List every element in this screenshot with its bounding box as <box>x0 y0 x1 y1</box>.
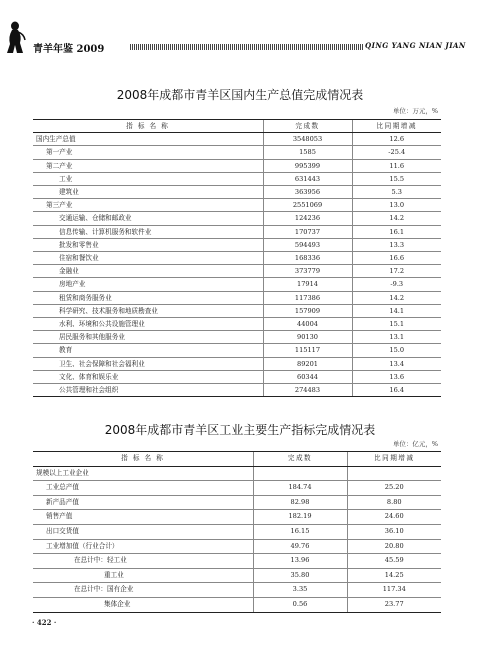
page-number: · 422 · <box>32 618 57 627</box>
row-change: 13.3 <box>352 238 441 251</box>
row-name: 科学研究、技术服务和地质勘查业 <box>33 304 263 317</box>
row-value: 0.56 <box>253 597 347 612</box>
row-change: -25.4 <box>352 146 441 159</box>
row-change: 11.6 <box>352 159 441 172</box>
row-name: 房地产业 <box>33 278 263 291</box>
row-name: 信息传输、计算机服务和软件业 <box>33 225 263 238</box>
row-value: 89201 <box>263 357 352 370</box>
column-header-value: 完成数 <box>253 452 347 467</box>
table1-unit: 单位：万元，% <box>392 107 438 115</box>
table-header-row <box>33 120 441 133</box>
table-row <box>33 278 441 291</box>
table-row <box>33 568 441 583</box>
row-name: 工业增加值（行业合计） <box>33 539 253 554</box>
table-row <box>33 524 441 539</box>
column-header-value: 完成数 <box>263 120 352 133</box>
table-row <box>33 238 441 251</box>
table-row <box>33 370 441 383</box>
table-row <box>33 331 441 344</box>
row-change: 13.1 <box>352 331 441 344</box>
row-change: 13.0 <box>352 199 441 212</box>
table-row <box>33 510 441 525</box>
header-divider-bar <box>130 44 364 50</box>
row-value: 373779 <box>263 265 352 278</box>
row-change <box>347 466 441 481</box>
row-change: 17.2 <box>352 265 441 278</box>
row-value: 115117 <box>263 344 352 357</box>
table-row <box>33 291 441 304</box>
yearbook-title: 青羊年鉴 2009 <box>33 44 105 55</box>
table-row <box>33 252 441 265</box>
row-change: 16.4 <box>352 384 441 397</box>
row-name: 第二产业 <box>33 159 263 172</box>
row-value: 2551069 <box>263 199 352 212</box>
row-change: 23.77 <box>347 597 441 612</box>
table-row <box>33 583 441 598</box>
table-row <box>33 466 441 481</box>
column-header-name: 指 标 名 称 <box>33 120 263 133</box>
row-name: 建筑业 <box>33 186 263 199</box>
row-name: 工业 <box>33 172 263 185</box>
row-change: 25.20 <box>347 481 441 496</box>
row-value: 157909 <box>263 304 352 317</box>
column-header-change: 比同期增减 <box>352 120 441 133</box>
row-value: 16.15 <box>253 524 347 539</box>
table2-title: 2008年成都市青羊区工业主要生产指标完成情况表 <box>104 423 376 437</box>
table-row <box>33 318 441 331</box>
table-row <box>33 357 441 370</box>
row-change: 14.2 <box>352 212 441 225</box>
row-change: 15.5 <box>352 172 441 185</box>
row-value: 631443 <box>263 172 352 185</box>
column-header-change: 比同期增减 <box>347 452 441 467</box>
row-name: 工业总产值 <box>33 481 253 496</box>
row-name: 交通运输、仓储和邮政业 <box>33 212 263 225</box>
row-value: 44004 <box>263 318 352 331</box>
row-value: 124236 <box>263 212 352 225</box>
row-name: 居民服务和其他服务业 <box>33 331 263 344</box>
column-header-name: 指 标 名 称 <box>33 452 253 467</box>
yearbook-logo-icon <box>5 20 27 54</box>
table-row <box>33 199 441 212</box>
row-change: 20.80 <box>347 539 441 554</box>
row-name: 第三产业 <box>33 199 263 212</box>
row-change: -9.3 <box>352 278 441 291</box>
table-row <box>33 344 441 357</box>
row-value: 90130 <box>263 331 352 344</box>
table-row <box>33 159 441 172</box>
table-row <box>33 481 441 496</box>
table-row <box>33 133 441 146</box>
row-change: 14.25 <box>347 568 441 583</box>
row-value: 49.76 <box>253 539 347 554</box>
row-change: 117.34 <box>347 583 441 598</box>
row-change: 13.6 <box>352 370 441 383</box>
table-row <box>33 146 441 159</box>
row-value: 594493 <box>263 238 352 251</box>
header-pinyin: QING YANG NIAN JIAN <box>365 41 466 50</box>
table-row <box>33 172 441 185</box>
row-name: 出口交货值 <box>33 524 253 539</box>
running-header <box>0 0 480 58</box>
row-value: 363956 <box>263 186 352 199</box>
row-value: 3548053 <box>263 133 352 146</box>
row-value: 3.35 <box>253 583 347 598</box>
row-name: 销售产值 <box>33 510 253 525</box>
row-value <box>253 466 347 481</box>
row-change: 36.10 <box>347 524 441 539</box>
row-name: 国内生产总值 <box>33 133 263 146</box>
row-change: 12.6 <box>352 133 441 146</box>
row-change: 16.6 <box>352 252 441 265</box>
row-name: 教育 <box>33 344 263 357</box>
table-row <box>33 597 441 612</box>
row-value: 117386 <box>263 291 352 304</box>
row-change: 16.1 <box>352 225 441 238</box>
row-name: 在总计中：轻工业 <box>33 554 253 569</box>
row-value: 182.19 <box>253 510 347 525</box>
row-value: 995399 <box>263 159 352 172</box>
row-name: 卫生、社会保障和社会福利业 <box>33 357 263 370</box>
row-value: 1585 <box>263 146 352 159</box>
row-change: 14.1 <box>352 304 441 317</box>
row-value: 184.74 <box>253 481 347 496</box>
row-name: 第一产业 <box>33 146 263 159</box>
table-row <box>33 304 441 317</box>
row-change: 8.80 <box>347 495 441 510</box>
row-change: 45.59 <box>347 554 441 569</box>
row-value: 82.98 <box>253 495 347 510</box>
row-change: 24.60 <box>347 510 441 525</box>
table-row <box>33 265 441 278</box>
row-name: 水利、环境和公共设施管理业 <box>33 318 263 331</box>
table1-title: 2008年成都市青羊区国内生产总值完成情况表 <box>116 88 364 102</box>
row-name: 批发和零售业 <box>33 238 263 251</box>
row-name: 金融业 <box>33 265 263 278</box>
table-row <box>33 186 441 199</box>
row-value: 168336 <box>263 252 352 265</box>
row-value: 17914 <box>263 278 352 291</box>
table-header-row <box>33 452 441 467</box>
row-name: 公共管理和社会组织 <box>33 384 263 397</box>
table-row <box>33 384 441 397</box>
row-name: 文化、体育和娱乐业 <box>33 370 263 383</box>
gdp-table <box>33 119 441 397</box>
row-value: 13.96 <box>253 554 347 569</box>
row-change: 14.2 <box>352 291 441 304</box>
row-name: 在总计中：国有企业 <box>33 583 253 598</box>
row-change: 15.0 <box>352 344 441 357</box>
row-value: 35.80 <box>253 568 347 583</box>
table-row <box>33 495 441 510</box>
table-row <box>33 225 441 238</box>
table-row <box>33 212 441 225</box>
table2-unit: 单位：亿元，% <box>392 440 438 448</box>
row-name: 新产品产值 <box>33 495 253 510</box>
row-name: 住宿和餐饮业 <box>33 252 263 265</box>
row-change: 15.1 <box>352 318 441 331</box>
row-value: 60344 <box>263 370 352 383</box>
row-name: 规模以上工业企业 <box>33 466 253 481</box>
table-row <box>33 554 441 569</box>
row-change: 5.3 <box>352 186 441 199</box>
row-value: 274483 <box>263 384 352 397</box>
table-row <box>33 539 441 554</box>
industry-table <box>33 451 441 613</box>
row-name: 重工业 <box>33 568 253 583</box>
row-name: 集体企业 <box>33 597 253 612</box>
row-change: 13.4 <box>352 357 441 370</box>
row-name: 租赁和商务服务业 <box>33 291 263 304</box>
row-value: 170737 <box>263 225 352 238</box>
